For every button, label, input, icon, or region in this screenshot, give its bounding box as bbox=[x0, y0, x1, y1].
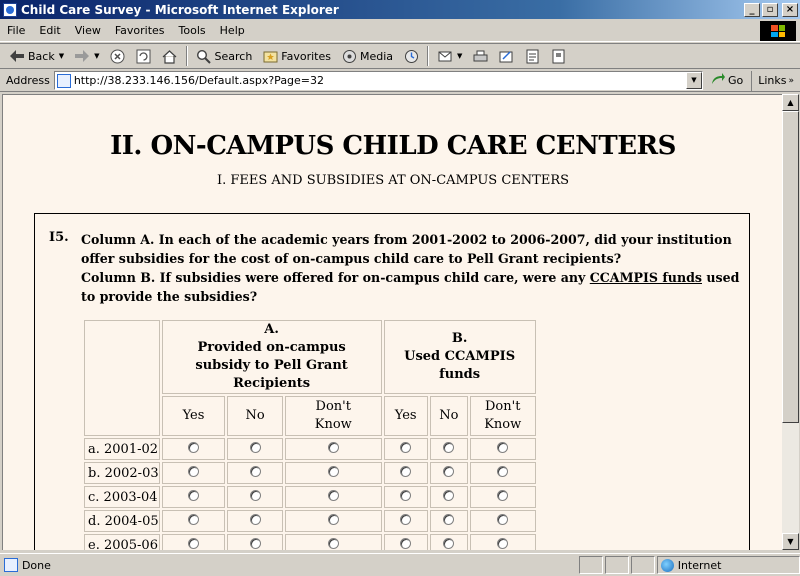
printer-icon bbox=[472, 48, 488, 64]
radio-b-no[interactable] bbox=[443, 442, 454, 453]
favorites-label: Favorites bbox=[281, 49, 331, 63]
col-b-dontknow-header bbox=[470, 396, 536, 436]
scroll-down-button[interactable]: ▼ bbox=[782, 533, 799, 550]
radio-b-dontknow[interactable] bbox=[497, 442, 508, 453]
discuss-button[interactable] bbox=[519, 45, 545, 67]
ccampis-funds-link[interactable]: CCAMPIS funds bbox=[589, 270, 702, 285]
links-label: Links bbox=[758, 74, 787, 87]
refresh-icon bbox=[136, 48, 152, 64]
table-row bbox=[84, 534, 536, 550]
vertical-scrollbar[interactable] bbox=[782, 94, 799, 550]
grid-corner bbox=[84, 320, 160, 436]
radio-b-yes[interactable] bbox=[400, 466, 411, 477]
media-icon bbox=[341, 48, 357, 64]
window-controls bbox=[744, 3, 798, 17]
radio-a-yes[interactable] bbox=[188, 442, 199, 453]
toolbar-separator bbox=[186, 46, 188, 66]
address-label: Address bbox=[6, 74, 50, 87]
question-box bbox=[34, 213, 750, 550]
ie-icon bbox=[3, 3, 17, 17]
mail-button[interactable] bbox=[432, 45, 467, 67]
menu-edit[interactable]: Edit bbox=[39, 24, 61, 37]
radio-b-no[interactable] bbox=[443, 514, 454, 525]
table-row bbox=[84, 438, 536, 460]
minimize-button[interactable]: _ bbox=[744, 3, 760, 17]
media-button[interactable] bbox=[336, 45, 398, 67]
column-b-letter: B. bbox=[451, 331, 468, 346]
favorites-icon bbox=[262, 48, 278, 64]
radio-a-yes[interactable] bbox=[188, 514, 199, 525]
radio-b-yes[interactable] bbox=[400, 514, 411, 525]
radio-a-dontknow[interactable] bbox=[328, 466, 339, 477]
radio-b-dontknow[interactable] bbox=[497, 538, 508, 549]
go-label: Go bbox=[727, 74, 744, 87]
address-input[interactable] bbox=[54, 71, 703, 90]
radio-a-dontknow[interactable] bbox=[328, 490, 339, 501]
window-title: Child Care Survey - Microsoft Internet Explorer bbox=[21, 2, 339, 17]
menu-tools[interactable]: Tools bbox=[178, 24, 206, 37]
radio-b-yes[interactable] bbox=[400, 490, 411, 501]
go-button[interactable] bbox=[703, 73, 751, 88]
status-panel bbox=[605, 556, 629, 574]
radio-b-yes[interactable] bbox=[400, 538, 411, 549]
search-icon bbox=[196, 48, 212, 64]
column-a-line2: Provided on-campus bbox=[197, 340, 346, 355]
row-label: d. 2004-05 bbox=[84, 510, 160, 532]
question-text-b-prefix: Column B. If subsidies were offered for on-campus child care, were any bbox=[81, 270, 590, 285]
search-button[interactable] bbox=[191, 45, 258, 67]
windows-logo bbox=[760, 21, 796, 41]
radio-b-dontknow[interactable] bbox=[497, 466, 508, 477]
row-label: a. 2001-02 bbox=[84, 438, 160, 460]
favorites-button[interactable] bbox=[257, 45, 336, 67]
toolbar bbox=[0, 43, 800, 69]
globe-icon bbox=[661, 559, 674, 572]
chevron-down-icon[interactable]: ▼ bbox=[457, 52, 463, 60]
address-bar bbox=[0, 70, 800, 92]
radio-b-dontknow[interactable] bbox=[497, 490, 508, 501]
radio-a-dontknow[interactable] bbox=[328, 514, 339, 525]
table-row bbox=[84, 462, 536, 484]
edit-page-icon bbox=[498, 48, 514, 64]
print-button[interactable] bbox=[467, 45, 493, 67]
column-b-line2: Used CCAMPIS funds bbox=[404, 349, 516, 382]
mail-icon bbox=[437, 48, 453, 64]
address-url[interactable]: http://38.233.146.156/Default.aspx?Page=32 bbox=[73, 74, 325, 87]
history-button[interactable] bbox=[398, 45, 424, 67]
close-button[interactable]: × bbox=[782, 3, 798, 17]
radio-b-no[interactable] bbox=[443, 538, 454, 549]
chevron-right-icon: » bbox=[788, 75, 794, 86]
status-text: Done bbox=[21, 558, 51, 572]
title-bar bbox=[0, 0, 800, 19]
row-label: e. 2005-06 bbox=[84, 534, 160, 550]
radio-b-yes[interactable] bbox=[400, 442, 411, 453]
menu-view[interactable]: View bbox=[74, 24, 101, 37]
menu-file[interactable]: File bbox=[7, 24, 26, 37]
back-label: Back bbox=[28, 49, 55, 63]
page-subtitle: I. FEES AND SUBSIDIES AT ON-CAMPUS CENTERS bbox=[216, 173, 570, 188]
menu-favorites[interactable]: Favorites bbox=[114, 24, 165, 37]
home-icon bbox=[162, 48, 178, 64]
column-b-header bbox=[384, 320, 536, 394]
radio-a-no[interactable] bbox=[250, 466, 261, 477]
links-button[interactable] bbox=[751, 71, 800, 91]
question-text-a: Column A. In each of the academic years from 2001-2002 to 2006-2007, did your institution offer subsidies for the cost of on-campus child care to Pell Grant recipients? bbox=[81, 232, 732, 266]
radio-b-no[interactable] bbox=[443, 466, 454, 477]
edit-button[interactable] bbox=[493, 45, 519, 67]
scroll-thumb[interactable] bbox=[782, 111, 799, 423]
page-content bbox=[2, 94, 782, 550]
radio-b-dontknow[interactable] bbox=[497, 514, 508, 525]
col-a-no-header: No bbox=[227, 396, 283, 436]
radio-a-no[interactable] bbox=[250, 490, 261, 501]
know-label: Know bbox=[484, 417, 522, 432]
stop-button[interactable] bbox=[105, 45, 131, 67]
radio-b-no[interactable] bbox=[443, 490, 454, 501]
chevron-down-icon[interactable]: ▼ bbox=[686, 72, 702, 89]
col-a-dontknow-header bbox=[285, 396, 382, 436]
page-icon bbox=[550, 48, 566, 64]
dont-label: Don't bbox=[315, 399, 351, 414]
toolbar-separator bbox=[427, 46, 429, 66]
back-button[interactable] bbox=[4, 45, 69, 67]
status-panel bbox=[579, 556, 603, 574]
stop-icon bbox=[110, 48, 126, 64]
home-button[interactable] bbox=[157, 45, 183, 67]
search-label: Search bbox=[214, 49, 253, 63]
radio-a-yes[interactable] bbox=[188, 538, 199, 549]
radio-a-yes[interactable] bbox=[188, 466, 199, 477]
question-number: I5. bbox=[49, 230, 69, 245]
radio-a-no[interactable] bbox=[250, 514, 261, 525]
row-label: c. 2003-04 bbox=[84, 486, 160, 508]
radio-a-dontknow[interactable] bbox=[328, 538, 339, 549]
dont-label: Don't bbox=[485, 399, 521, 414]
answer-grid bbox=[82, 318, 538, 550]
column-a-letter: A. bbox=[264, 322, 279, 337]
maximize-button[interactable]: ▫ bbox=[762, 3, 778, 17]
table-row bbox=[84, 510, 536, 532]
status-panel bbox=[631, 556, 655, 574]
chevron-down-icon[interactable]: ▼ bbox=[58, 52, 65, 60]
radio-a-yes[interactable] bbox=[188, 490, 199, 501]
chevron-down-icon[interactable]: ▼ bbox=[94, 52, 100, 60]
question-text bbox=[81, 230, 741, 306]
messenger-button[interactable] bbox=[545, 45, 571, 67]
radio-a-no[interactable] bbox=[250, 538, 261, 549]
history-icon bbox=[403, 48, 419, 64]
menu-help[interactable]: Help bbox=[219, 24, 245, 37]
radio-a-dontknow[interactable] bbox=[328, 442, 339, 453]
forward-button[interactable] bbox=[69, 45, 104, 67]
page-icon bbox=[57, 74, 71, 88]
table-row bbox=[84, 486, 536, 508]
col-b-yes-header: Yes bbox=[384, 396, 428, 436]
page-done-icon bbox=[4, 558, 18, 572]
scroll-up-button[interactable]: ▲ bbox=[782, 94, 799, 111]
status-bar bbox=[0, 553, 800, 576]
col-b-no-header: No bbox=[430, 396, 468, 436]
zone-label: Internet bbox=[677, 558, 722, 572]
media-label: Media bbox=[360, 49, 394, 63]
know-label: Know bbox=[314, 417, 352, 432]
page-title: II. ON-CAMPUS CHILD CARE CENTERS bbox=[110, 131, 676, 161]
column-a-header bbox=[162, 320, 382, 394]
column-a-line3: subsidy to Pell Grant Recipients bbox=[195, 358, 348, 391]
row-label: b. 2002-03 bbox=[84, 462, 160, 484]
go-arrow-icon bbox=[711, 73, 725, 88]
col-a-yes-header: Yes bbox=[162, 396, 226, 436]
back-arrow-icon bbox=[9, 48, 25, 64]
forward-arrow-icon bbox=[74, 48, 90, 64]
security-zone bbox=[657, 556, 800, 574]
question-text-b-suffix: used to provide the subsidies? bbox=[81, 270, 740, 304]
refresh-button[interactable] bbox=[131, 45, 157, 67]
menu-bar bbox=[0, 20, 800, 42]
document-icon bbox=[524, 48, 540, 64]
radio-a-no[interactable] bbox=[250, 442, 261, 453]
